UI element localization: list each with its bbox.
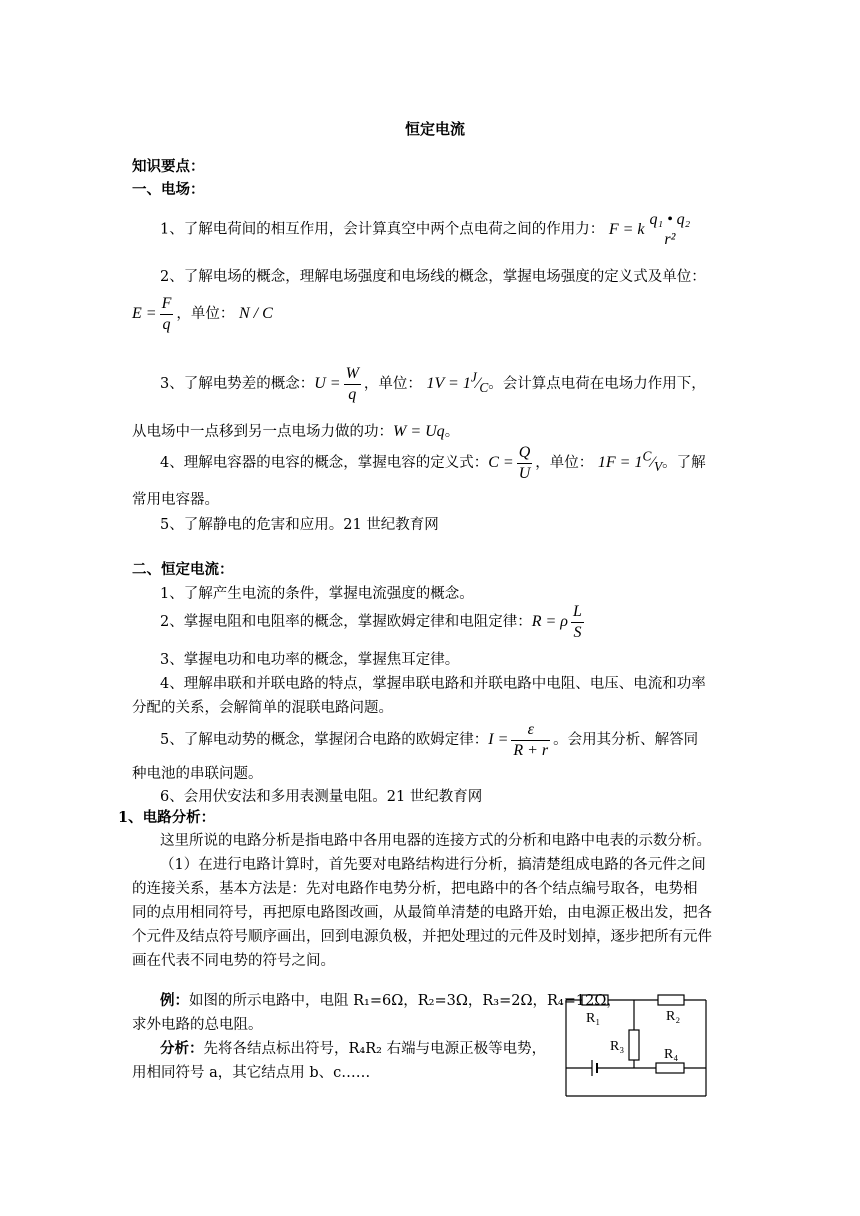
analysis-step-1e: 画在代表不同电势的符号之间。: [132, 953, 335, 969]
example-line-1: 例：如图的所示电路中，电阻 R₁=6Ω，R₂=3Ω，R₃=2Ω，R₄=12Ω，: [160, 992, 621, 1009]
resistor-r1: [582, 995, 608, 1005]
analysis-step-1c: 同的点用相同符号，再把原电路图改画，从最简单清楚的电路开始，由电源正极出发，把各: [132, 905, 712, 921]
analysis-line-2: 用相同符号 a，其它结点用 b、c……: [132, 1065, 371, 1081]
analysis-step-1d: 个元件及结点符号顺序画出，回到电源负极，并把处理过的元件及时划掉，逐步把所有元件: [132, 929, 712, 945]
item-field-text: 2、了解电场的概念，理解电场强度和电场线的概念，掌握电场强度的定义式及单位：: [160, 269, 706, 285]
resistor-r2: [658, 995, 684, 1005]
item-current-3: 3、掌握电功和电功率的概念，掌握焦耳定律。: [160, 652, 460, 668]
item-static: 5、了解静电的危害和应用。21 世纪教育网: [160, 517, 439, 533]
analysis-step-1b: 的连接关系，基本方法是：先对电路作电势分析，把电路中的各个结点编号取各，电势相: [132, 881, 698, 897]
item-current-4b: 分配的关系，会解简单的混联电路问题。: [132, 700, 393, 716]
item-capacitance-cont: 常用电容器。: [132, 492, 219, 508]
item-current-6: 6、会用伏安法和多用表测量电阻。21 世纪教育网: [160, 789, 483, 805]
label-r2: R₂: [666, 1009, 681, 1024]
item-current-5: 5、了解电动势的概念，掌握闭合电路的欧姆定律：I = $\frac{\varepsilon}{R + r}$ 。会用其分析、解答同: [160, 721, 699, 759]
analysis-step-1a: （1）在进行电路计算时，首先要对电路结构进行分析，搞清楚组成电路的各元件之间: [160, 857, 706, 873]
analysis-intro: 这里所说的电路分析是指电路中各用电器的连接方式的分析和电路中电表的示数分析。: [160, 833, 711, 849]
item-coulomb: [160, 210, 695, 250]
example-line-2: 求外电路的总电阻。: [132, 1017, 263, 1033]
item-current-1: 1、了解产生电流的条件，掌握电流强度的概念。: [160, 586, 474, 602]
coulomb-formula: F = k q₁ • q₂ r²: [608, 211, 691, 248]
item-potential: 3、了解电势差的概念：U = $\frac{W}{q}$ ，单位： $1V = 1^J⁄_C$。会计算点电荷在电场力作用下，: [160, 365, 706, 403]
item-current-5c: 种电池的串联问题。: [132, 766, 263, 782]
circuit-diagram: [560, 990, 710, 1100]
section-electric-field: 一、电场：: [132, 181, 205, 198]
section-circuit-analysis: 1、电路分析：: [118, 809, 216, 826]
item-current-4a: 4、理解串联和并联电路的特点，掌握串联电路和并联电路中电阻、电压、电流和功率: [160, 676, 706, 692]
section-current: 二、恒定电流：: [132, 561, 234, 578]
item-coulomb-text: 1、了解电荷间的相互作用，会计算真空中两个点电荷之间的作用力：: [160, 221, 605, 238]
page-title: 恒定电流: [405, 120, 466, 138]
item-field-formula: E = $\frac{F}{q}$ ，单位： N / C: [132, 295, 273, 333]
label-r1: R₁: [586, 1011, 601, 1026]
label-r4: R₄: [664, 1047, 679, 1062]
analysis-line-1: 分析：先将各结点标出符号，R₄R₂ 右端与电源正极等电势，: [160, 1040, 547, 1057]
item-potential-work: 从电场中一点移到另一点电场力做的功：W = Uq。: [132, 423, 460, 440]
label-r3: R₃: [610, 1039, 625, 1054]
item-capacitance: 4、理解电容器的电容的概念，掌握电容的定义式：C = $\frac{Q}{U}$ ，单位： $1F = 1^C⁄_V$。了解: [160, 444, 706, 482]
resistor-r4: [656, 1063, 684, 1073]
resistor-r3: [629, 1030, 639, 1060]
item-current-2: 2、掌握电阻和电阻率的概念，掌握欧姆定律和电阻定律：R = ρ $\frac{L}{S}$: [160, 603, 582, 641]
heading-key-points: 知识要点：: [132, 158, 205, 175]
